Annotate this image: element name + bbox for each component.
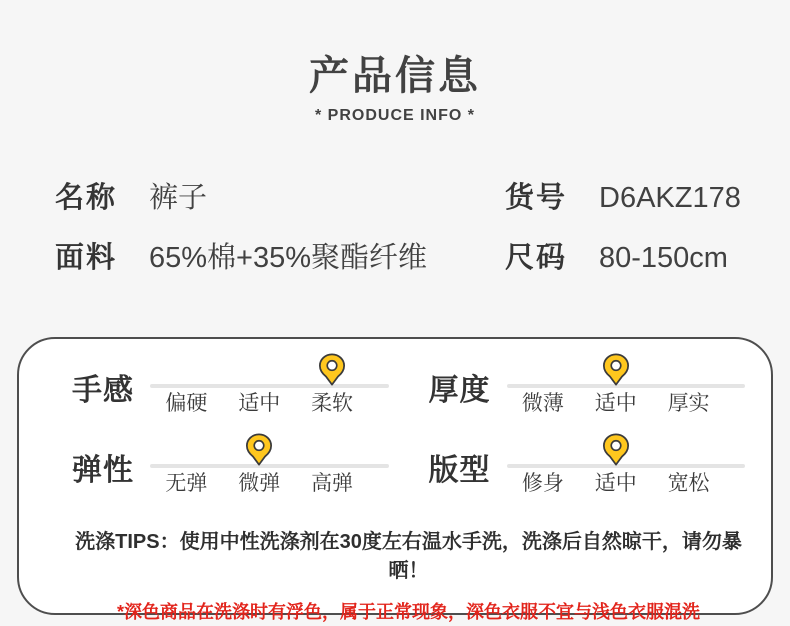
- attribute-panel: [17, 337, 773, 622]
- info-field-name: [55, 175, 505, 214]
- scale-inner: [150, 355, 369, 419]
- scale-option: 微薄: [521, 392, 564, 415]
- field-label: 名称: [55, 182, 118, 214]
- attribute-row: [72, 435, 389, 499]
- scale-option: 适中: [594, 392, 637, 415]
- map-pin-icon: [602, 353, 630, 386]
- wash-tips: 洗涤TIPS：使用中性洗涤剂在30度左右温水手洗，洗涤后自然晾干，请勿暴晒！: [75, 531, 742, 582]
- info-field-fabric: [55, 235, 505, 274]
- attribute-scale: [507, 355, 746, 419]
- scale-option: 适中: [594, 472, 637, 495]
- scale-option: 柔软: [311, 392, 354, 415]
- page-subtitle: * PRODUCE INFO *: [314, 107, 475, 124]
- scale-option: 偏硬: [165, 392, 208, 415]
- attribute-scale: [150, 355, 389, 419]
- scale-option: 适中: [238, 392, 281, 415]
- page-title: 产品信息: [309, 54, 481, 98]
- field-value: 80-150cm: [599, 242, 728, 274]
- scale-option: 高弹: [311, 472, 354, 495]
- attribute-row: [72, 355, 389, 419]
- map-pin-icon: [245, 433, 273, 466]
- attribute-label: 厚度: [428, 374, 491, 407]
- scale-option: 微弹: [238, 472, 281, 495]
- map-pin-icon: [602, 433, 630, 466]
- attribute-label: 版型: [428, 454, 491, 487]
- attribute-grid: [72, 355, 745, 499]
- attribute-row: [429, 435, 746, 499]
- scale-options: [507, 387, 726, 417]
- scale-option: 修身: [521, 472, 564, 495]
- info-field-item-no: [505, 175, 741, 214]
- field-value: D6AKZ178: [599, 182, 741, 214]
- scale-options: [150, 467, 369, 497]
- wash-warning: *深色商品在洗涤时有浮色，属于正常现象，深色衣服不宜与浅色衣服混洗: [116, 602, 700, 622]
- info-grid: [0, 175, 790, 274]
- scale-options: [507, 467, 726, 497]
- scale-option: 厚实: [667, 392, 710, 415]
- scale-inner: [507, 355, 726, 419]
- attribute-label: 弹性: [72, 454, 134, 487]
- scale-inner: [507, 435, 726, 499]
- map-pin-icon: [318, 353, 346, 386]
- attribute-scale: [150, 435, 389, 499]
- field-label: 尺码: [505, 242, 568, 274]
- scale-option: 无弹: [165, 472, 208, 495]
- attribute-label: 手感: [72, 374, 134, 407]
- scale-option: 宽松: [667, 472, 710, 495]
- header: [0, 0, 790, 125]
- info-field-size: [505, 235, 741, 274]
- field-label: 面料: [55, 242, 118, 274]
- field-value: 裤子: [149, 182, 208, 214]
- attribute-scale: [507, 435, 746, 499]
- field-value: 65%棉+35%聚酯纤维: [149, 242, 428, 274]
- field-label: 货号: [505, 182, 568, 214]
- scale-inner: [150, 435, 369, 499]
- attribute-row: [429, 355, 746, 419]
- scale-options: [150, 387, 369, 417]
